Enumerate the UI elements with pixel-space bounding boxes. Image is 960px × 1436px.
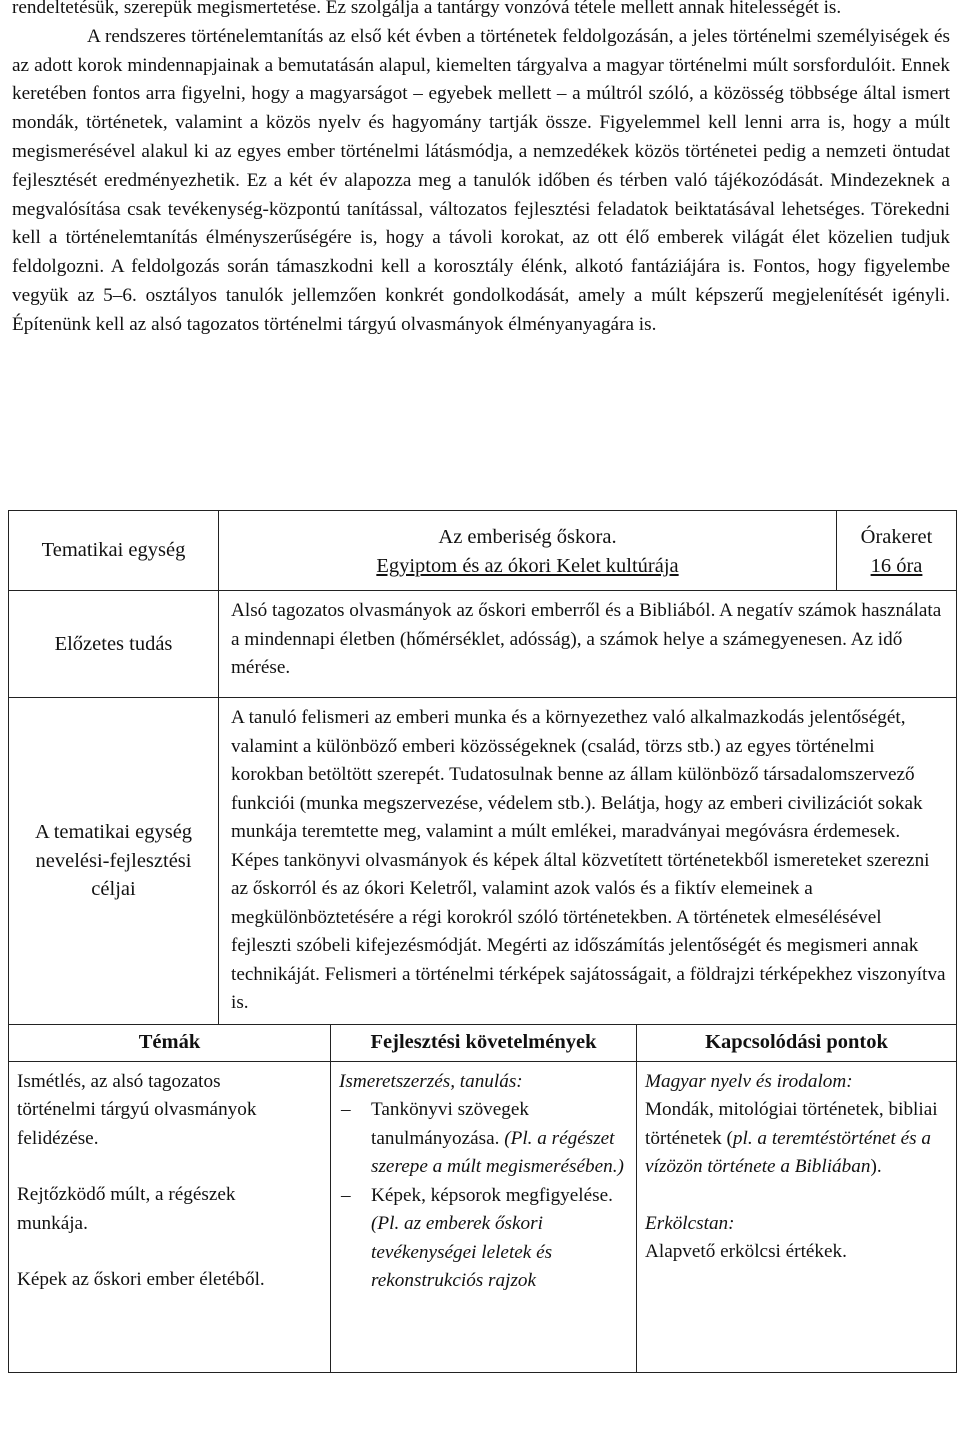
- subject-magyar: Magyar nyelv és irodalom:: [645, 1070, 853, 1092]
- temak-cell: [9, 1061, 331, 1372]
- orakeret-value: 16 óra: [870, 554, 923, 577]
- tematikai-egyseg-label: Tematikai egység: [9, 511, 219, 591]
- thematic-unit-table: [8, 510, 957, 1373]
- intro-text: [12, 0, 950, 340]
- header-kapcsolodasi: Kapcsolódási pontok: [637, 1024, 957, 1061]
- fejlesztesi-item-text: Tankönyvi szövegek tanulmányozása.: [371, 1099, 529, 1149]
- kapcs-text-part: Mondák, mitológiai történetek, bibliai történetek (: [645, 1099, 938, 1149]
- tema-item: Rejtőzködő múlt, a régészek munkája.: [17, 1184, 236, 1234]
- subject-erkolcstan-text: Alapvető erkölcsi értékek.: [645, 1241, 847, 1262]
- fejlesztesi-item: [339, 1182, 628, 1296]
- header-temak: Témák: [9, 1024, 331, 1061]
- elozetes-tudas-label: Előzetes tudás: [9, 591, 219, 698]
- celok-label: A tematikai egység nevelési-fejlesztési céljai: [9, 698, 219, 1025]
- fejlesztesi-item: [339, 1096, 628, 1182]
- kapcs-text-example: pl. a teremtéstörténet és a vízözön története a Bibliában: [645, 1127, 931, 1177]
- celok-text: A tanuló felismeri az emberi munka és a környezethez való alkalmazkodás jelentőségét, valamint a különböző emberi közösségeknek (család, törzs stb.) az egyes történelmi korokban betöltött szerepét. Tudatosulnak benne az állam különböző társadalomszervező funkciói (munka megszervezése, védelem stb.). Belátja, hogy az emberi civilizációt sokak munkája teremtette meg, valamint a múlt emlékei, maradványai megóvásra érdemesek. Képes tankönyvi olvasmányok és képek által közvetített történetekből ismereteket szerezni az őskorról és az ókori Keletről, valamint azok valós és a fiktív elemeinek a megkülönböztetésére a régi korokról szóló történetekben. A történetek elmesélésével fejleszti szóbeli kifejezésmódját. Megérti az időszámítás jelentőségét és megismeri annak technikáját. Felismeri a történelmi térképek sajátosságait, a földrajzi térképekhez viszonyítva is.: [219, 698, 957, 1025]
- unit-title-line2: Egyiptom és az ókori Kelet kultúrája: [376, 554, 679, 577]
- fejlesztesi-item-example: (Pl. az emberek őskori tevékenységei leletek és rekonstrukciós rajzok: [371, 1213, 553, 1291]
- unit-title-line1: Az emberiség őskora.: [438, 526, 617, 548]
- unit-title: [219, 511, 837, 591]
- fejlesztesi-heading: Ismeretszerzés, tanulás:: [339, 1070, 523, 1092]
- subject-erkolcstan: Erkölcstan:: [645, 1212, 735, 1234]
- tema-item: Képek az őskori ember életéből.: [17, 1269, 265, 1290]
- fejlesztesi-item-text: Képek, képsorok megfigyelése.: [371, 1184, 613, 1206]
- elozetes-tudas-text: Alsó tagozatos olvasmányok az őskori emberről és a Bibliából. A negatív számok használata a mindennapi életben (hőmérséklet, adósság), a számok helye a számegyenesen. Az idő mérése.: [219, 591, 957, 698]
- orakeret-cell: [837, 511, 957, 591]
- intro-paragraph-1: rendeltetésük, szerepük megismertetése. Ez szolgálja a tantárgy vonzóvá tétele mellett annak hitelességét is.: [12, 0, 842, 18]
- kapcsolodasi-cell: [637, 1061, 957, 1372]
- subject-magyar-text: [645, 1096, 948, 1182]
- kapcs-text-part: ).: [870, 1156, 882, 1177]
- fejlesztesi-cell: [331, 1061, 637, 1372]
- tema-item: Ismétlés, az alsó tagozatos történelmi tárgyú olvasmányok felidézése.: [17, 1070, 257, 1149]
- orakeret-label: Órakeret: [860, 526, 933, 548]
- header-fejlesztesi: Fejlesztési követelmények: [331, 1024, 637, 1061]
- fejlesztesi-item-example: (Pl. a régészet szerepe a múlt megismerésében.): [371, 1127, 624, 1177]
- intro-paragraph-2: A rendszeres történelemtanítás az első két évben a történetek feldolgozásán, a jeles történelmi személyiségek és az adott korok mindennapjainak a bemutatásán alapul, kiemelten tárgyalva a magyar történelmi múlt sorsfordulóit. Ennek keretében fontos arra figyelni, hogy a magyarságot – egyebek mellett – a múltról szóló, a közösség többsége által ismert mondák, történetek, valamint a közös nyelv és hagyomány tartják össze. Figyelemmel kell lenni arra is, hogy a múlt megismerésével alakul ki az egyes ember történelmi látásmódja, a nemzedékek közös történetei pedig a nemzeti öntudat fejlesztését eredményezhetik. Ez a két év alapozza meg a tanulók időben és térben való tájékozódását. Mindezeknek a megvalósítása csak tevékenység-központú tanítással, változatos fejlesztési feladatok beiktatásával lehetséges. Törekedni kell a történelemtanítás élményszerűségére is, hogy a távoli korokat, az ott élő emberek világát élet közelien tudjuk feldolgozni. A feldolgozás során támaszkodni kell a korosztály élénk, alkotó fantáziájára is. Fontos, hogy figyelembe vegyük az 5–6. osztályos tanulók jellemzően konkrét gondolkodását, amely a múlt képszerű megjelenítését igényli. Építenünk kell az alsó tagozatos történelmi tárgyú olvasmányok élményanyagára is.: [12, 25, 950, 335]
